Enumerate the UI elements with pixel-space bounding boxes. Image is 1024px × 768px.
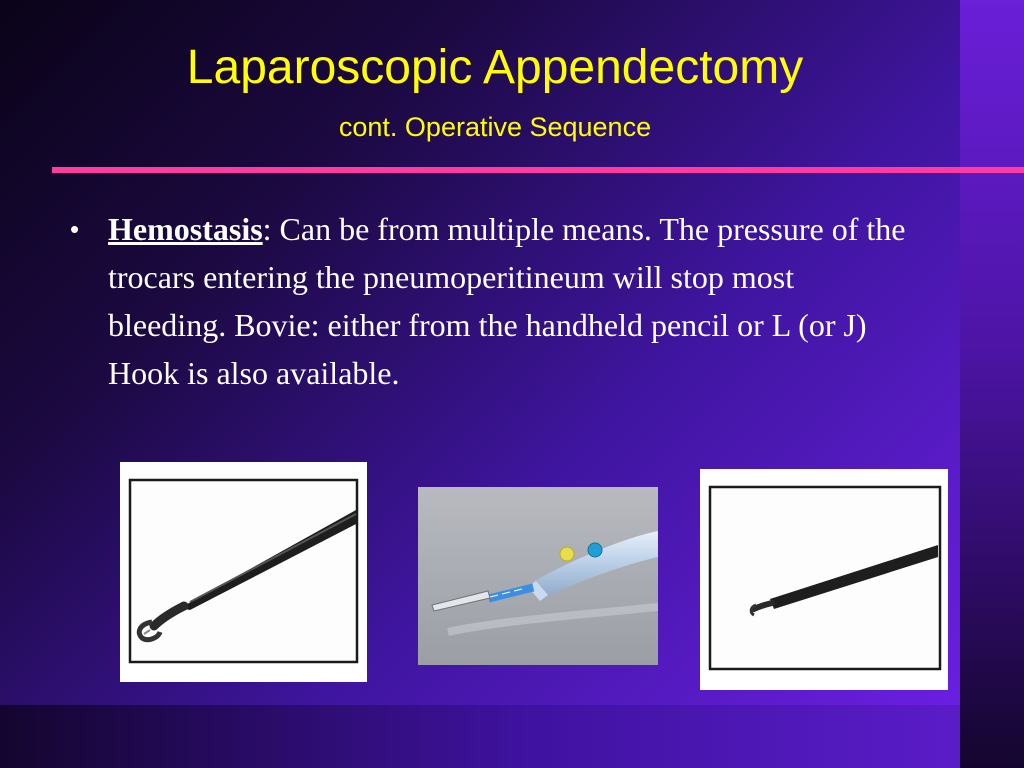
bottom-accent-bar bbox=[0, 705, 960, 768]
bullet-item bbox=[70, 205, 920, 397]
bullet-text bbox=[108, 205, 920, 397]
bovie-pencil-icon bbox=[418, 487, 658, 665]
l-hook-photo bbox=[120, 462, 367, 682]
bovie-pencil-photo bbox=[418, 487, 658, 665]
bullet-term: Hemostasis bbox=[108, 211, 263, 247]
title-divider bbox=[52, 167, 1024, 173]
bullet-dot-icon: • bbox=[70, 214, 80, 244]
j-hook-icon bbox=[700, 469, 948, 690]
j-hook-photo bbox=[700, 469, 948, 690]
slide-title: Laparoscopic Appendectomy bbox=[186, 41, 804, 94]
slide-subtitle: cont. Operative Sequence bbox=[338, 112, 652, 142]
bullet-body: : Can be from multiple means. The pressure of the trocars entering the pneumoperitineum will stop most bleeding. Bovie: either from the handheld pencil or L (or J) Hook is also available. bbox=[108, 211, 906, 391]
l-hook-icon bbox=[120, 462, 367, 682]
